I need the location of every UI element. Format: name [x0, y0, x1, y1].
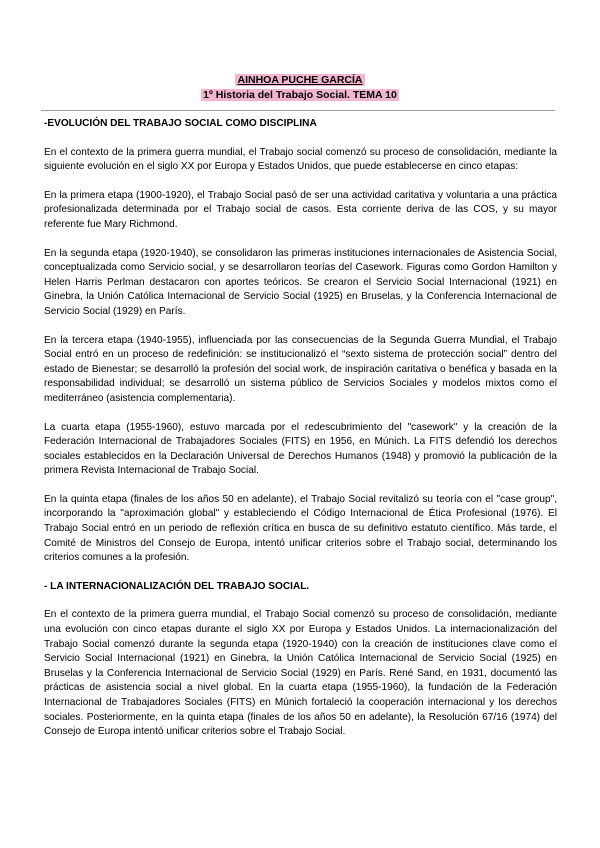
- paragraph: En el contexto de la primera guerra mundial, el Trabajo social comenzó su proceso de consolidación, mediante la siguiente evolución en el siglo XX por Europa y Estados Unidos, que puede establecerse en cinco etapas:: [44, 146, 557, 173]
- document-body: [44, 117, 557, 740]
- paragraph: La cuarta etapa (1955-1960), estuvo marcada por el redescubrimiento del "casework" y la creación de la Federación Internacional de Trabajadores Sociales (FITS) en 1956, en Múnich. La FITS defendió los derechos sociales establecidos en la Declaración Universal de Derechos Humanos (1948) y promovió la publicación de la primera Revista Internacional de Trabajo Social.: [44, 421, 557, 477]
- header-divider: [41, 110, 555, 111]
- author-name: AINHOA PUCHE GARCÍA: [237, 74, 363, 86]
- paragraph: En el contexto de la primera guerra mundial, el Trabajo Social comenzó su proceso de consolidación, mediante una evolución con cinco etapas durante el siglo XX por Europa y Estados Unidos. La internacionalización del Trabajo Social comenzó durante la segunda etapa (1920-1940) con la creación de instituciones clave como el Servicio Social Internacional (1921) en Ginebra, la Unión Católica Internacional de Servicio Social (1925) en Bruselas y la Conferencia Internacional de Servicio Social (1929) en París. René Sand, en 1931, documentó las prácticas de asistencia social a nivel global. En la cuarta etapa (1955-1960), la fundación de la Federación Internacional de Trabajadores Sociales (FITS) en Múnich fortaleció la cooperación internacional y los derechos sociales. Posteriormente, en la quinta etapa (finales de los años 50 en adelante), la Resolución 67/16 (1974) del Consejo de Europa intentó unificar criterios sobre el Trabajo Social.: [44, 609, 557, 738]
- paragraph: En la primera etapa (1900-1920), el Trabajo Social pasó de ser una actividad caritativa y voluntaria a una práctica profesionalizada determinada por el Trabajo social de casos. Esta corriente deriva de las COS, y su mayor referente fue Mary Richmond.: [44, 189, 557, 230]
- paragraph: En la quinta etapa (finales de los años 50 en adelante), el Trabajo Social revitalizó su teoría con el "case group", incorporando la "aproximación global" y estableciendo el Código Internacional de Ética Profesional (1976). El Trabajo Social entró en un periodo de reflexión crítica en busca de su definitivo estatuto científico. Más tarde, el Comité de Ministros del Consejo de Europa, intentó unificar criterios sobre el Trabajo social, determinando los criterios comunes a la profesión.: [44, 493, 557, 564]
- section-heading-evolucion: -EVOLUCIÓN DEL TRABAJO SOCIAL COMO DISCIPLINA: [44, 118, 317, 129]
- section-heading-internacionalizacion: - LA INTERNACIONALIZACIÓN DEL TRABAJO SOCIAL.: [44, 580, 310, 592]
- course-title: 1º Historia del Trabajo Social. TEMA 10: [203, 89, 397, 101]
- paragraph: En la segunda etapa (1920-1940), se consolidaron las primeras instituciones internacionales de Asistencia Social, conceptualizada como Servicio social, y se desarrollaron teorías del Casework. Figuras como Gordon Hamilton y Helen Harris Perlman destacaron con aportes teóricos. Se crearon el Servicio Social Internacional (1921) en Ginebra, la Unión Católica Internacional de Servicio Social (1925) en Bruselas, y la Conferencia Internacional de Servicio Social (1929) en París.: [44, 247, 557, 317]
- paragraph: En la tercera etapa (1940-1955), influenciada por las consecuencias de la Segunda Guerra Mundial, el Trabajo Social entró en un proceso de redefinición: se institucionalizó el “sexto sistema de protección social” dentro del estado de Bienestar; se desarrolló la profesión del social work, de inspiración caritativa o benéfica y basada en la responsabilidad individual; se desarrolló un sistema público de Servicios Sociales y modelos mixtos como el mediterráneo (asistencia complementaria).: [44, 334, 557, 404]
- document-header: [0, 73, 600, 103]
